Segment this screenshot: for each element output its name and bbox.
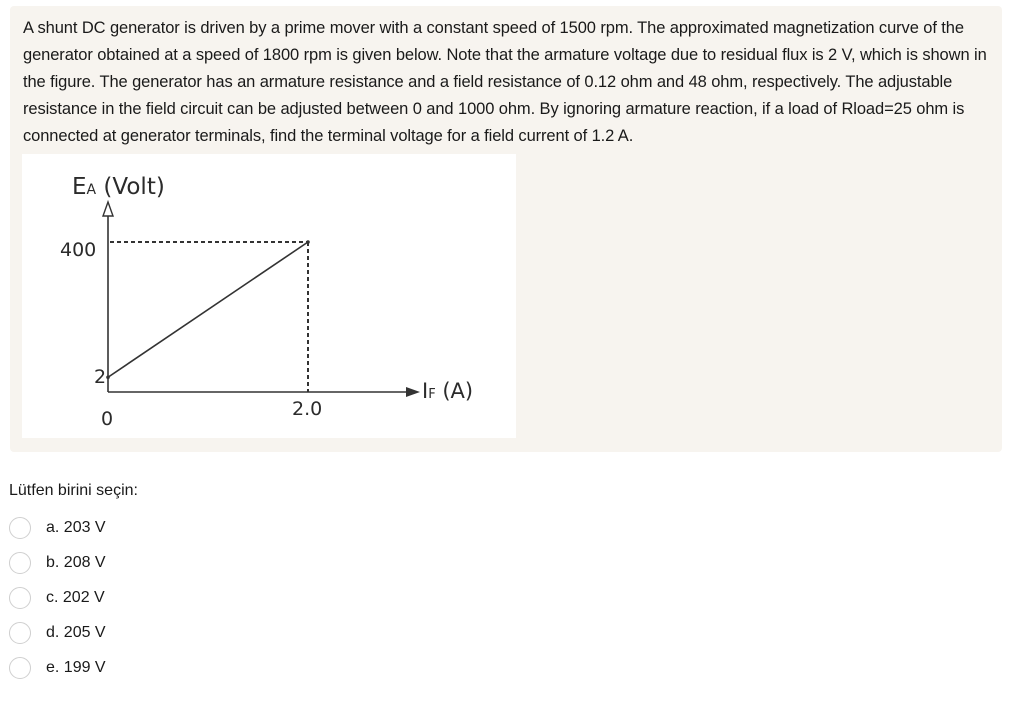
radio-button-a[interactable] (9, 517, 31, 539)
question-card (10, 6, 1002, 452)
question-text: A shunt DC generator is driven by a prime mover with a constant speed of 1500 rpm. The approximated magnetization curve of the generator obtained at a speed of 1800 rpm is given below. Note that the armature voltage due to residual flux is 2 V, which is shown in the figure. The generator has an armature resistance and a field resistance of 0.12 ohm and 48 ohm, respectively. The adjustable resistance in the field circuit can be adjusted between 0 and 1000 ohm. By ignoring armature reaction, if a load of Rload=25 ohm is connected at generator terminals, find the terminal voltage for a field current of 1.2 A. (23, 19, 987, 145)
option-b[interactable] (9, 545, 106, 580)
answer-options (9, 510, 106, 685)
option-b-label: b. 208 V (46, 553, 106, 571)
magnetization-curve-figure (22, 154, 516, 438)
radio-button-b[interactable] (9, 552, 31, 574)
option-a[interactable] (9, 510, 106, 545)
magnetization-curve-line (108, 242, 308, 377)
y-tick-400: 400 (60, 239, 97, 261)
radio-button-c[interactable] (9, 587, 31, 609)
curve-point-end (306, 240, 310, 244)
x-axis-arrow-icon (406, 387, 420, 397)
option-c[interactable] (9, 580, 106, 615)
option-d-label: d. 205 V (46, 623, 106, 641)
option-e[interactable] (9, 650, 106, 685)
curve-point-start (106, 375, 110, 379)
y-tick-2: 2 (94, 366, 107, 388)
y-axis-label: EA (Volt) (72, 174, 165, 200)
option-c-label: c. 202 V (46, 588, 105, 606)
choose-one-prompt: Lütfen birini seçin: (9, 482, 138, 499)
x-tick-2-0: 2.0 (292, 398, 323, 420)
x-axis-label: IF (A) (422, 379, 474, 403)
radio-button-e[interactable] (9, 657, 31, 679)
radio-button-d[interactable] (9, 622, 31, 644)
option-a-label: a. 203 V (46, 518, 106, 536)
option-d[interactable] (9, 615, 106, 650)
magnetization-chart (22, 154, 516, 438)
x-tick-0: 0 (101, 408, 114, 430)
option-e-label: e. 199 V (46, 658, 106, 676)
y-axis-arrow-icon (103, 202, 113, 216)
